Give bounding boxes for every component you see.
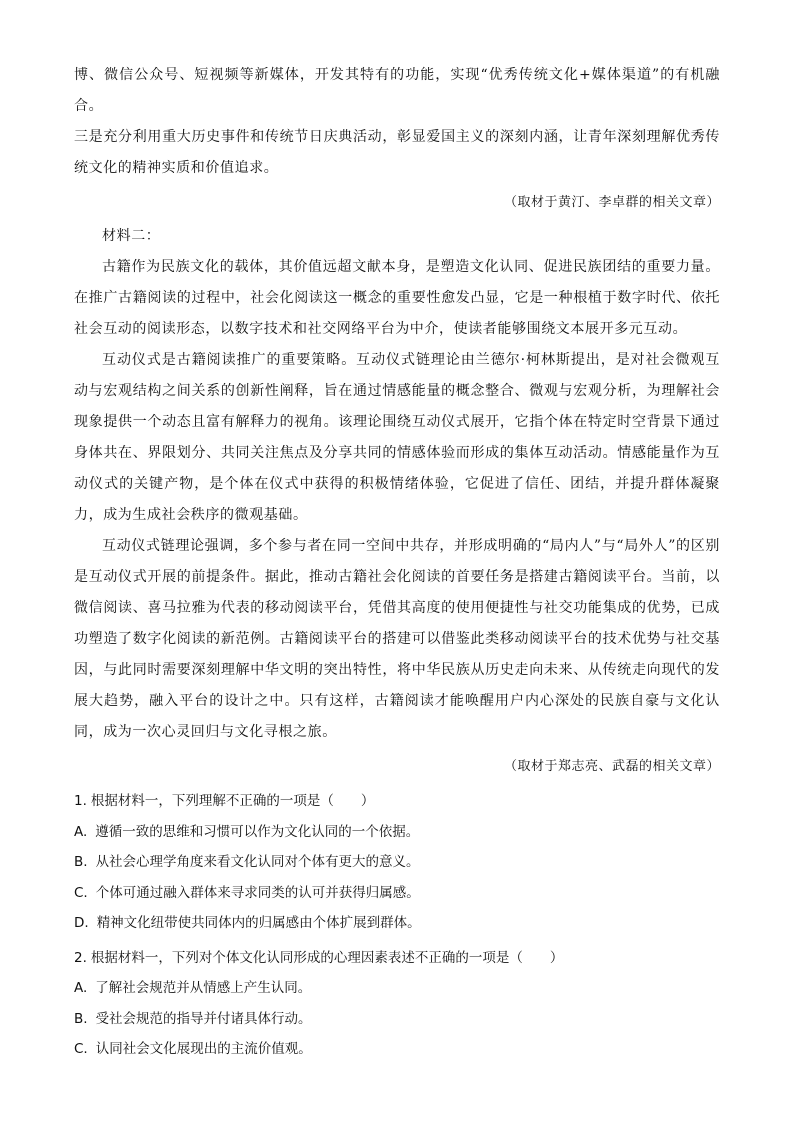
question-2-stem xyxy=(74,943,720,974)
option-key: B. xyxy=(74,1010,88,1027)
option-text: 遵循一致的思维和习惯可以作为文化认同的一个依据。 xyxy=(95,823,420,840)
option-key: A. xyxy=(74,980,88,996)
option-text: 从社会心理学角度来看文化认同对个体有更大的意义。 xyxy=(95,854,420,870)
option-key: B. xyxy=(74,854,88,870)
option-text: 精神文化纽带使共同体内的归属感由个体扩展到群体。 xyxy=(96,915,421,931)
option-text: 了解社会规范并从情感上产生认同。 xyxy=(95,980,312,996)
material2-paragraph-3: 互动仪式链理论强调，多个参与者在同一空间中共存，并形成明确的“局内人”与“局外人”的区别是互动仪式开展的前提条件。据此，推动古籍社会化阅读的首要任务是搭建古籍阅读平台。当前，以微信阅读、喜马拉雅为代表的移动阅读平台，凭借其高度的使用便捷性与社交功能集成的优势，已成功塑造了数字化阅读的新范例。古籍阅读平台的搭建可以借鉴此类移动阅读平台的技术优势与社交基因，与此同时需要深刻理解中华文明的突出特性，将中华民族从历史走向未来、从传统走向现代的发展大趋势，融入平台的设计之中。只有这样，古籍阅读才能唤醒用户内心深处的民族自豪与文化认同，成为一次心灵回归与文化寻根之旅。 xyxy=(74,538,720,740)
option-key: C. xyxy=(74,884,88,901)
material1-continuation-line: 博、微信公众号、短视频等新媒体，开发其特有的功能，实现“优秀传统文化+媒体渠道”的有机融合。 xyxy=(74,67,720,114)
option-1d xyxy=(74,908,720,939)
question-stem-text: 根据材料一，下列理解不正确的一项是（ ） xyxy=(90,793,375,809)
option-1a xyxy=(74,817,720,848)
question-1-stem xyxy=(74,786,720,817)
material2-paragraph-2: 互动仪式是古籍阅读推广的重要策略。互动仪式链理论由兰德尔·柯林斯提出，是对社会微观互动与宏观结构之间关系的创新性阐释，旨在通过情感能量的概念整合、微观与宏观分析，为理解社会现象提供一个动态且富有解释力的视角。该理论围绕互动仪式展开，它指个体在特定时空背景下通过身体共在、界限划分、共同关注焦点及分享共同的情感体验而形成的集体互动活动。情感能量作为互动仪式的关键产物，是个体在仪式中获得的积极情绪体验，它促进了信任、团结，并提升群体凝聚力，成为生成社会秩序的微观基础。 xyxy=(74,352,720,523)
question-number: 2. xyxy=(74,949,87,966)
document-page xyxy=(74,60,720,1065)
question-2 xyxy=(74,943,720,1065)
material2-source: （取材于郑志亮、武磊的相关文章） xyxy=(503,759,720,774)
option-key: D. xyxy=(74,915,89,931)
option-1c xyxy=(74,878,720,909)
option-key: A. xyxy=(74,823,88,840)
option-2a xyxy=(74,973,720,1004)
material1-source: （取材于黄汀、李卓群的相关文章） xyxy=(503,195,720,210)
material2-label: 材料二： xyxy=(102,228,161,244)
option-text: 受社会规范的指导并付诸具体行动。 xyxy=(95,1010,312,1027)
option-key: C. xyxy=(74,1041,88,1057)
option-2c xyxy=(74,1034,720,1065)
option-2b xyxy=(74,1004,720,1035)
question-stem-text: 根据材料一，下列对个体文化认同形成的心理因素表述不正确的一项是（ ） xyxy=(90,949,564,966)
option-text: 个体可通过融入群体来寻求同类的认可并获得归属感。 xyxy=(95,884,420,901)
material2-paragraph-1: 古籍作为民族文化的载体，其价值远超文献本身，是塑造文化认同、促进民族团结的重要力量。在推广古籍阅读的过程中，社会化阅读这一概念的重要性愈发凸显，它是一种根植于数字时代、依托社会互动的阅读形态，以数字技术和社交网络平台为中介，使读者能够围绕文本展开多元互动。 xyxy=(74,259,720,337)
question-number: 1. xyxy=(74,793,87,809)
question-1 xyxy=(74,786,720,939)
material1-paragraph-three: 三是充分利用重大历史事件和传统节日庆典活动，彰显爱国主义的深刻内涵，让青年深刻理解优秀传统文化的精神实质和价值追求。 xyxy=(74,129,720,176)
option-text: 认同社会文化展现出的主流价值观。 xyxy=(95,1041,312,1057)
option-1b xyxy=(74,847,720,878)
